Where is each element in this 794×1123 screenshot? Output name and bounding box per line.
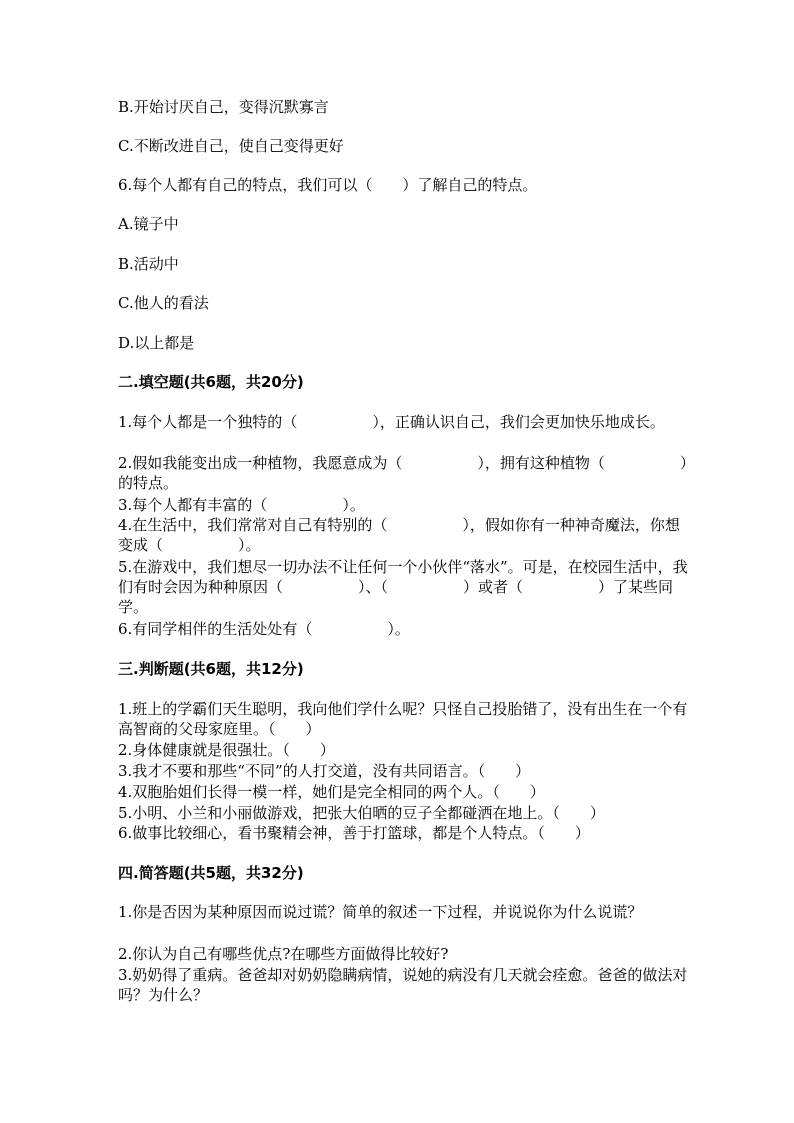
true-false-item-3: 3.我才不要和那些“不同”的人打交道，没有共同语言。（ ）: [118, 762, 531, 780]
fill-blank-item-6: 6.有同学相伴的生活处处有（ ）。: [118, 620, 410, 638]
q6-option-b: B.活动中: [118, 255, 179, 273]
section-short-answer-heading: 四.简答题(共5题，共32分): [118, 864, 304, 882]
true-false-item-6: 6.做事比较细心，看书聚精会神，善于打篮球，都是个人特点。（ ）: [118, 824, 590, 842]
fill-blank-item-5: 5.在游戏中，我们想尽一切办法不让任何一个小伙伴“落水”。可是，在校园生活中，我们有时会因为种种原因（ ）、（ ）或者（ ）了某些同学。: [118, 558, 688, 616]
q5-option-b: B.开始讨厌自己，变得沉默寡言: [118, 98, 329, 116]
fill-blank-item-3: 3.每个人都有丰富的（ ）。: [118, 496, 365, 514]
short-answer-item-3: 3.奶奶得了重病。爸爸却对奶奶隐瞒病情，说她的病没有几天就会痊愈。爸爸的做法对吗？为什么？: [118, 966, 688, 1004]
q6-stem: 6.每个人都有自己的特点，我们可以（ ）了解自己的特点。: [118, 176, 538, 194]
q5-option-c: C.不断改进自己，使自己变得更好: [118, 137, 344, 155]
section-fill-blank-heading: 二.填空题(共6题，共20分): [118, 373, 304, 391]
true-false-item-4: 4.双胞胎姐们长得一模一样，她们是完全相同的两个人。（ ）: [118, 783, 545, 801]
short-answer-item-2: 2.你认为自己有哪些优点?在哪些方面做得比较好?: [118, 945, 449, 963]
fill-blank-item-4: 4.在生活中，我们常常对自己有特别的（ ），假如你有一种神奇魔法，你想变成（ ）。: [118, 516, 680, 554]
short-answer-item-1: 1.你是否因为某种原因而说过谎？简单的叙述一下过程，并说说你为什么说谎？: [118, 903, 643, 921]
true-false-item-2: 2.身体健康就是很强壮。（ ）: [118, 741, 335, 759]
true-false-item-1: 1.班上的学霸们天生聪明，我向他们学什么呢？只怪自己投胎错了，没有出生在一个有高智商的父母家庭里。（ ）: [118, 700, 688, 738]
fill-blank-item-2: 2.假如我能变出成一种植物，我愿意成为（ ），拥有这种植物（ ）的特点。: [118, 454, 688, 492]
q6-option-a: A.镜子中: [118, 215, 179, 233]
q6-option-c: C.他人的看法: [118, 294, 209, 312]
fill-blank-item-1: 1.每个人都是一个独特的（ ），正确认识自己，我们会更加快乐地成长。: [118, 413, 665, 431]
true-false-item-5: 5.小明、小兰和小丽做游戏，把张大伯晒的豆子全都碰洒在地上。（ ）: [118, 804, 605, 822]
q6-option-d: D.以上都是: [118, 334, 195, 352]
section-true-false-heading: 三.判断题(共6题，共12分): [118, 660, 304, 678]
